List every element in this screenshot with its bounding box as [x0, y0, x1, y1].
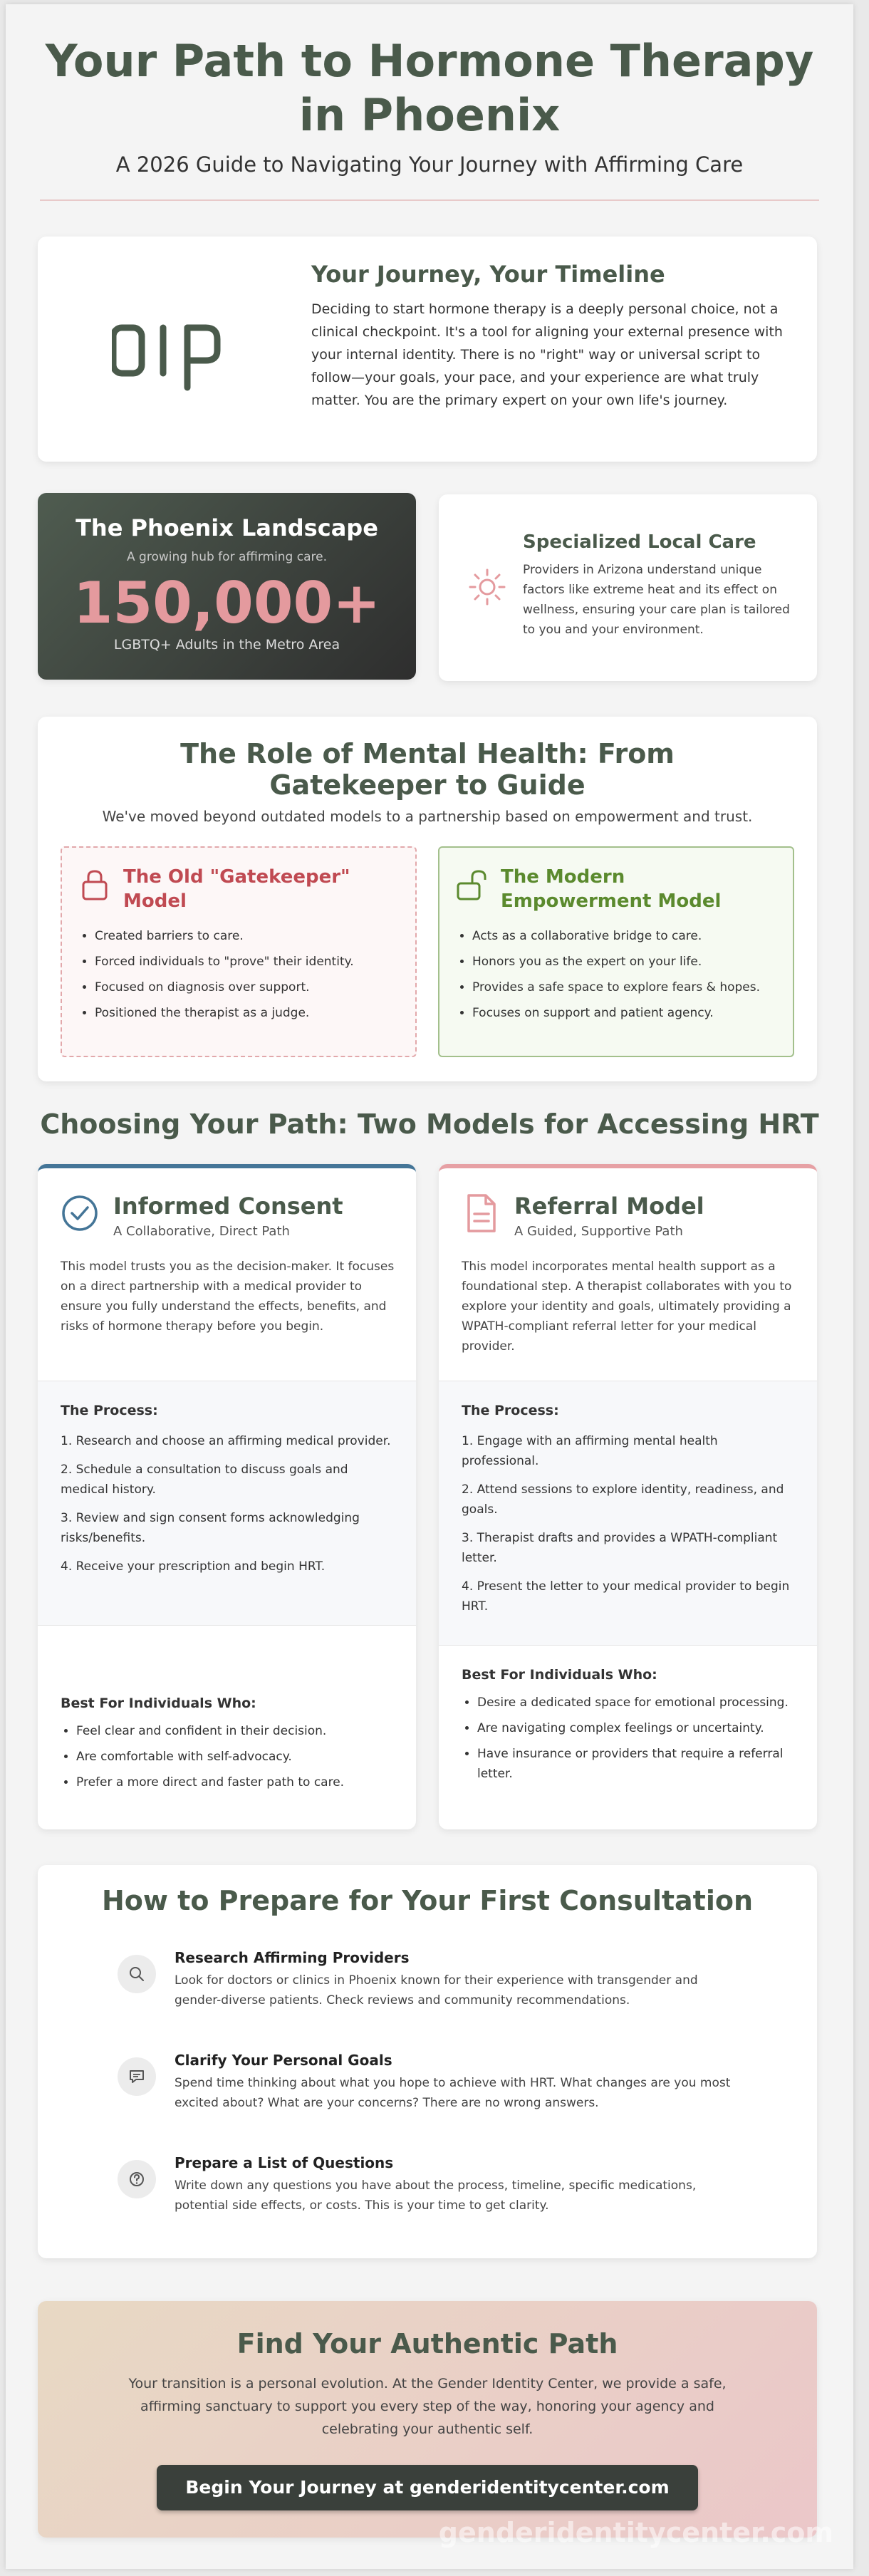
prepare-step — [118, 2154, 744, 2216]
header — [6, 4, 853, 201]
mental-health-subtitle: We've moved beyond outdated models to a partnership based on empowerment and trust. — [102, 808, 753, 825]
step-title: Prepare a List of Questions — [175, 2154, 394, 2171]
step-title: Clarify Your Personal Goals — [175, 2052, 392, 2069]
list-item: • Created barriers to care. — [95, 926, 398, 946]
mental-health-title: The Role of Mental Health: From Gatekeeper to Guide — [180, 738, 675, 801]
referral-model-card — [439, 1164, 817, 1829]
prepare-section — [38, 1865, 817, 2258]
mental-health-section — [38, 717, 817, 1081]
list-item: • Focuses on support and patient agency. — [472, 1003, 776, 1023]
process-step: 1. Research and choose an affirming medical provider. — [61, 1434, 391, 1448]
landscape-subtitle: A growing hub for affirming care. — [127, 550, 327, 564]
list-item: • Feel clear and confident in their decision. — [76, 1721, 395, 1741]
document-icon — [462, 1193, 500, 1234]
referral-title: Referral Model — [514, 1193, 704, 1220]
search-icon — [118, 1955, 156, 1993]
journey-text: Deciding to start hormone therapy is a deeply personal choice, not a clinical checkpoint. It's a tool for aligning your external presence with your internal identity. There is no "right" way or universal script to follow—your goals, your pace, and your experience are what truly matter. You are the primary expert on your own life's journey. — [311, 301, 783, 408]
prepare-step — [118, 1949, 744, 2010]
old-model-title: The Old "Gatekeeper" Model — [123, 866, 350, 912]
specialized-text: Providers in Arizona understand unique factors like extreme heat and its effect on wellness, ensuring your care plan is tailored to you and your environment. — [523, 563, 790, 637]
process-step: 2. Schedule a consultation to discuss goals and medical history. — [61, 1463, 348, 1497]
informed-title: Informed Consent — [113, 1193, 343, 1220]
header-divider — [40, 199, 819, 201]
list-item: • Have insurance or providers that require a referral letter. — [477, 1744, 796, 1784]
step-text: Spend time thinking about what you hope to achieve with HRT. What changes are you most excited about? What are your concerns? There are no wrong answers. — [175, 2076, 731, 2110]
cta-title: Find Your Authentic Path — [236, 2328, 618, 2359]
informed-process — [38, 1381, 416, 1626]
check-circle-icon — [61, 1193, 99, 1234]
journey-title: Your Journey, Your Timeline — [311, 261, 665, 288]
list-item: • Provides a safe space to explore fears & hopes. — [472, 977, 776, 997]
prepare-title: How to Prepare for Your First Consultation — [101, 1885, 754, 1916]
referral-best-for — [462, 1667, 796, 1790]
list-item: • Are comfortable with self-advocacy. — [76, 1747, 395, 1767]
page-subtitle: A 2026 Guide to Navigating Your Journey with Affirming Care — [115, 152, 744, 177]
question-icon — [118, 2160, 156, 2198]
unlock-icon — [457, 868, 488, 902]
old-gatekeeper-model — [61, 846, 417, 1057]
referral-tagline: A Guided, Supportive Path — [514, 1224, 683, 1239]
informed-best-for — [61, 1695, 395, 1798]
best-for-label: Best For Individuals Who: — [61, 1695, 256, 1711]
process-label: The Process: — [61, 1403, 158, 1418]
process-step: 4. Receive your prescription and begin HRT. — [61, 1559, 326, 1574]
informed-description: This model trusts you as the decision-maker. It focuses on a direct partnership with a medical provider to ensure you fully understand the effects, benefits, and risks of hormone therapy before you begin. — [61, 1260, 395, 1334]
list-item: • Focused on diagnosis over support. — [95, 977, 398, 997]
infographic-page — [6, 4, 853, 2569]
best-for-label: Best For Individuals Who: — [462, 1667, 657, 1683]
list-item: • Prefer a more direct and faster path to care. — [76, 1772, 395, 1792]
list-item: • Forced individuals to "prove" their identity. — [95, 952, 398, 972]
lock-icon — [79, 868, 110, 902]
process-step: 4. Present the letter to your medical provider to begin HRT. — [462, 1579, 790, 1614]
process-step: 1. Engage with an affirming mental health professional. — [462, 1434, 718, 1468]
list-item: • Acts as a collaborative bridge to care. — [472, 926, 776, 946]
new-model-title: The Modern Empowerment Model — [501, 866, 722, 912]
paths-title: Choosing Your Path: Two Models for Accessing HRT — [40, 1108, 819, 1140]
prepare-step — [118, 2052, 744, 2113]
landscape-stat-label: LGBTQ+ Adults in the Metro Area — [113, 637, 340, 653]
process-step: 3. Review and sign consent forms acknowledging risks/benefits. — [61, 1511, 360, 1545]
begin-journey-button[interactable]: Begin Your Journey at genderidentitycenter.com — [157, 2465, 697, 2510]
cta-section — [38, 2301, 817, 2538]
referral-process — [439, 1381, 817, 1646]
step-title: Research Affirming Providers — [175, 1949, 410, 1966]
cta-text: Your transition is a personal evolution. At the Gender Identity Center, we provide a safe, affirming sanctuary to support you every step of the way, honoring your agency and celebrating your authentic self. — [128, 2376, 727, 2437]
modern-empowerment-model — [438, 846, 794, 1057]
specialized-title: Specialized Local Care — [523, 531, 756, 553]
list-item: • Desire a dedicated space for emotional processing. — [477, 1693, 796, 1713]
process-step: 3. Therapist drafts and provides a WPATH-compliant letter. — [462, 1531, 778, 1565]
step-text: Look for doctors or clinics in Phoenix known for their experience with transgender and gender-diverse patients. Check reviews and community recommendations. — [175, 1973, 698, 2008]
landscape-stat: 150,000+ — [73, 570, 381, 636]
sun-icon — [466, 566, 509, 608]
chat-icon — [118, 2057, 156, 2096]
list-item: • Are navigating complex feelings or uncertainty. — [477, 1718, 796, 1738]
step-text: Write down any questions you have about the process, timeline, specific medications, potential side effects, or costs. This is your time to get clarity. — [175, 2178, 697, 2213]
informed-tagline: A Collaborative, Direct Path — [113, 1224, 290, 1239]
informed-consent-card — [38, 1164, 416, 1829]
specialized-care-card — [439, 494, 817, 681]
landscape-title: The Phoenix Landscape — [76, 514, 378, 541]
referral-description: This model incorporates mental health support as a foundational step. A therapist collaborates with you to explore your identity and goals, ultimately providing a WPATH-compliant referral letter for your medical provider. — [462, 1260, 792, 1354]
process-step: 2. Attend sessions to explore identity, readiness, and goals. — [462, 1482, 784, 1517]
oip-logo-icon — [112, 313, 233, 392]
list-item: • Honors you as the expert on your life. — [472, 952, 776, 972]
list-item: • Positioned the therapist as a judge. — [95, 1003, 398, 1023]
page-title: Your Path to Hormone Therapy in Phoenix — [45, 35, 814, 141]
process-label: The Process: — [462, 1403, 559, 1418]
phoenix-landscape-card — [38, 493, 416, 680]
watermark-text: genderidentitycenter.com — [438, 2517, 833, 2548]
journey-card — [38, 237, 817, 462]
